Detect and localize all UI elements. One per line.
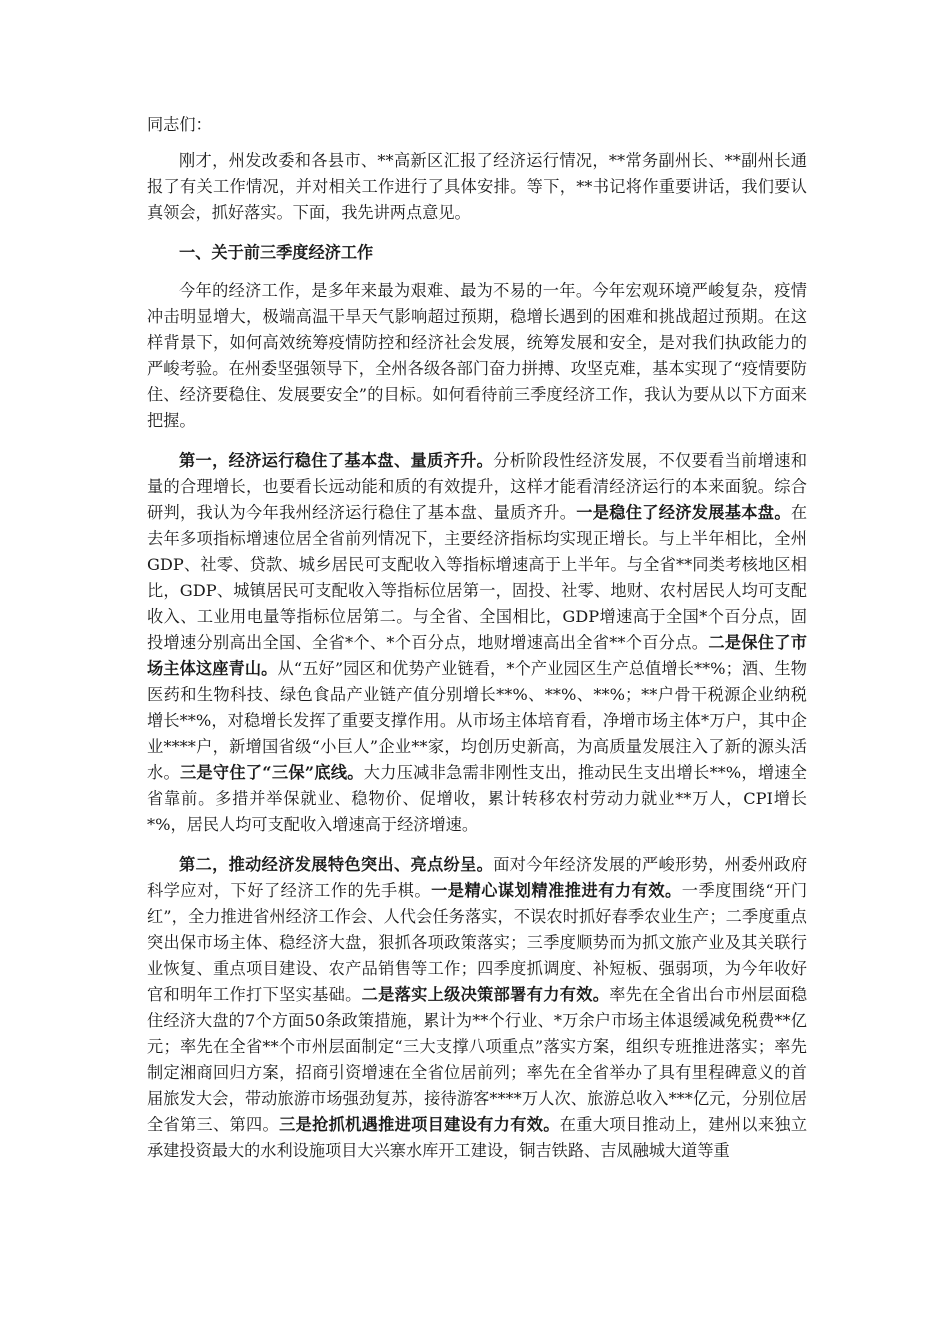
paragraph-first-point: [147, 448, 807, 838]
paragraph-text: 在重大项目推动上，建州以来独立承建投资最大的水利设施项目大兴寨水库开工建设，铜吉铁路、吉凤融城大道等重: [147, 1115, 808, 1160]
section-heading-1: 一、关于前三季度经济工作: [179, 243, 374, 262]
paragraph-overview: 今年的经济工作，是多年来最为艰难、最为不易的一年。今年宏观环境严峻复杂，疫情冲击明显增大，极端高温干旱天气影响超过预期，稳增长遇到的困难和挑战超过预期。在这样背景下，如何高效统筹疫情防控和经济社会发展，统筹发展和安全，是对我们执政能力的严峻考验。在州委坚强领导下，全州各级各部门奋力拼搏、攻坚克难，基本实现了“疫情要防住、经济要稳住、发展要安全”的目标。如何看待前三季度经济工作，我认为要从以下方面来把握。: [147, 281, 807, 430]
salutation: 同志们：: [147, 115, 212, 134]
subpoint-heading: 一是稳住了经济发展基本盘。: [576, 503, 791, 522]
paragraph-intro: 刚才，州发改委和各县市、**高新区汇报了经济运行情况，**常务副州长、**副州长通报了有关工作情况，并对相关工作进行了具体安排。等下，**书记将作重要讲话，我们要认真领会，抓好落实。下面，我先讲两点意见。: [147, 151, 807, 222]
paragraph-text: 分析阶段性经济发展，不仅要看当前增速和量的合理增长，也要看长远动能和质的有效提升，这样才能看清经济运行的本来面貌。综合研判，我认为今年我州经济运行稳住了基本盘、量质齐升。: [147, 451, 808, 522]
subpoint-heading: 三是守住了“三保”底线。: [179, 763, 364, 782]
subpoint-heading: 一是精心谋划精准推进有力有效。: [431, 881, 682, 900]
point-lead-first: 第一，经济运行稳住了基本盘、量质齐升。: [179, 451, 494, 470]
paragraph-text: 面对今年经济发展的严峻形势，州委州政府科学应对，下好了经济工作的先手棋。: [147, 855, 808, 900]
paragraph-text: 一季度围绕“开门红”，全力推进省州经济工作会、人代会任务落实，不误农时抓好春季农业生产；二季度重点突出保市场主体、稳经济大盘，狠抓各项政策落实；三季度顺势而为抓文旅产业及其关联行业恢复、重点项目建设、农产品销售等工作；四季度抓调度、补短板、强弱项，为今年收好官和明年工作打下坚实基础。: [147, 881, 808, 1004]
subpoint-heading: 二是保住了市场主体这座青山。: [147, 633, 807, 678]
document-body: [147, 112, 807, 1164]
paragraph-text: 在去年多项指标增速位居全省前列情况下，主要经济指标均实现正增长。与上半年相比，全州GDP、社零、贷款、城乡居民可支配收入等指标增速高于上半年。与全省**同类考核地区相比，GDP、城镇居民可支配收入等指标位居第一，固投、社零、地财、农村居民人均可支配收入、工业用电量等指标位居第二。与全省、全国相比，GDP增速高于全国*个百分点，固投增速分别高出全国、全省*个、*个百分点，地财增速高出全省**个百分点。: [147, 503, 808, 652]
subpoint-heading: 二是落实上级决策部署有力有效。: [361, 985, 610, 1004]
paragraph-text: 从“五好”园区和优势产业链看，*个产业园区生产总值增长**%；酒、生物医药和生物科技、绿色食品产业链产值分别增长**%、**%、**%；**户骨干税源企业纳税增长**%，对稳增长发挥了重要支撑作用。从市场主体培育看，净增市场主体*万户，其中企业****户，新增国省级“小巨人”企业**家，均创历史新高，为高质量发展注入了新的源头活水。: [147, 659, 807, 782]
paragraph-text: 大力压减非急需非刚性支出，推动民生支出增长**%，增速全省靠前。多措并举保就业、稳物价、促增收，累计转移农村劳动力就业**万人，CPI增长*%，居民人均可支配收入增速高于经济增速。: [147, 763, 807, 834]
subpoint-heading: 三是抢抓机遇推进项目建设有力有效。: [279, 1115, 560, 1134]
point-lead-second: 第二，推动经济发展特色突出、亮点纷呈。: [179, 855, 494, 874]
paragraph-second-point: [147, 852, 807, 1164]
paragraph-text: 率先在全省出台市州层面稳住经济大盘的7个方面50条政策措施，累计为**个行业、*万余户市场主体退缓减免税费**亿元；率先在全省**个市州层面制定“三大支撑八项重点”落实方案，组织专班推进落实；率先制定湘商回归方案，招商引资增速在全省位居前列；率先在全省举办了具有里程碑意义的首届旅发大会，带动旅游市场强劲复苏，接待游客****万人次、旅游总收入***亿元，分别位居全省第三、第四。: [147, 985, 808, 1134]
